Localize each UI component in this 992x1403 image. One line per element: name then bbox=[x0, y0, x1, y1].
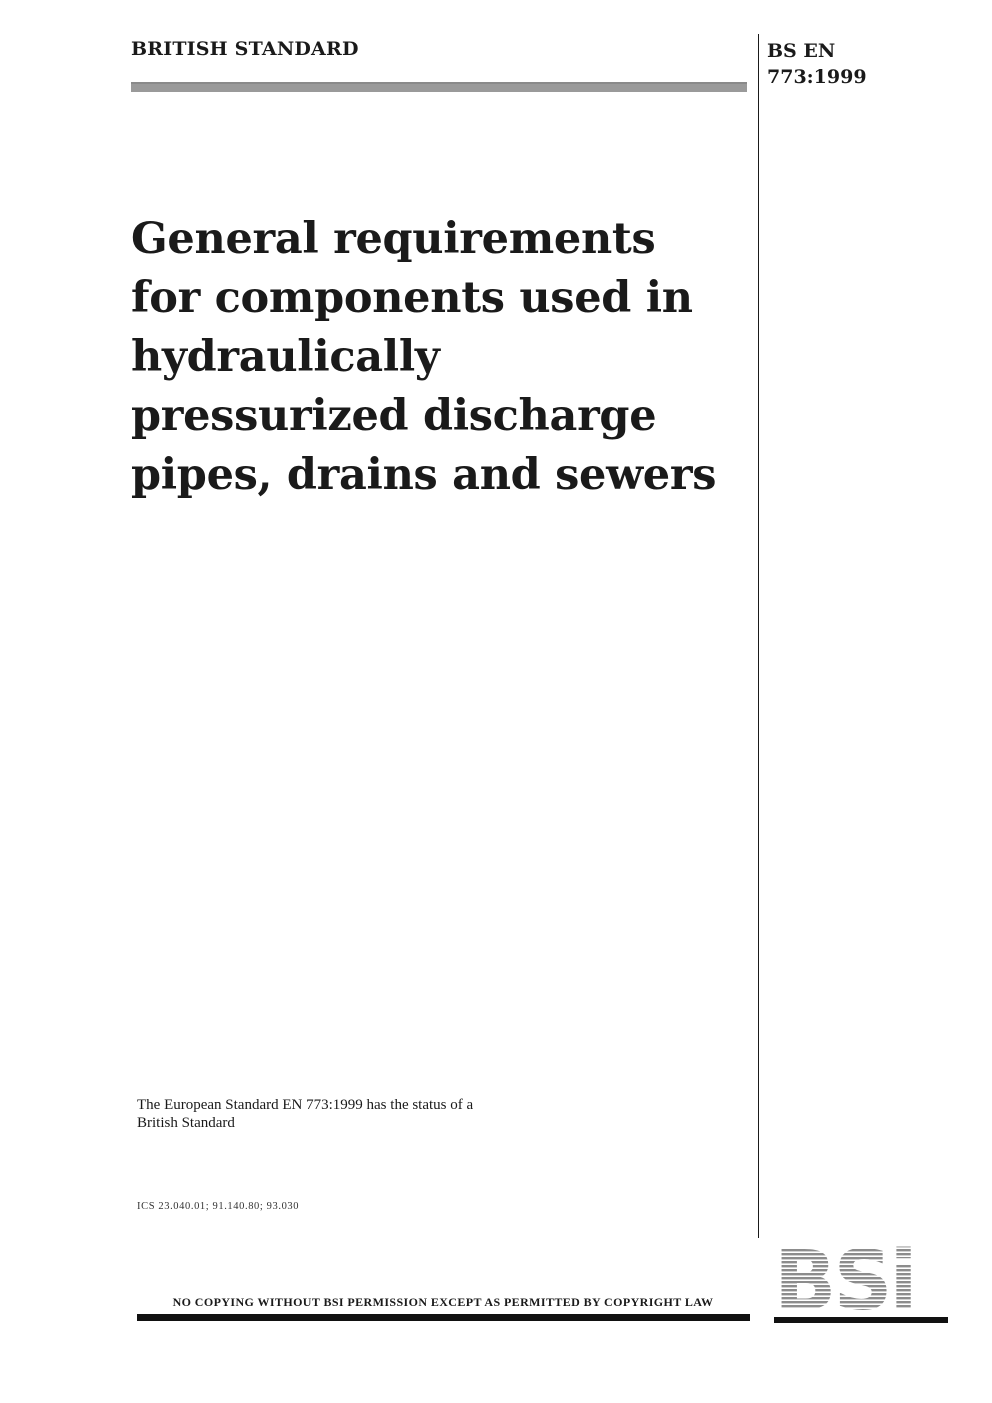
bsi-logo-icon bbox=[774, 1245, 948, 1323]
ics-codes: ICS 23.040.01; 91.140.80; 93.030 bbox=[137, 1201, 300, 1212]
vertical-divider bbox=[758, 34, 759, 1238]
standard-series-label: BRITISH STANDARD bbox=[131, 38, 359, 60]
document-number-line-2: 773:1999 bbox=[767, 66, 867, 88]
document-number bbox=[767, 38, 877, 90]
header-rule bbox=[131, 82, 747, 92]
title-line: pressurized discharge bbox=[131, 391, 657, 441]
title-line: pipes, drains and sewers bbox=[131, 450, 717, 500]
status-note bbox=[137, 1096, 557, 1132]
copyright-notice: NO COPYING WITHOUT BSI PERMISSION EXCEPT AS PERMITTED BY COPYRIGHT LAW bbox=[172, 1295, 714, 1309]
footer-rule bbox=[137, 1314, 750, 1321]
status-note-line-2: British Standard bbox=[137, 1115, 235, 1131]
status-note-line-1: The European Standard EN 773:1999 has the status of a bbox=[137, 1097, 474, 1113]
document-number-line-1: BS EN bbox=[767, 40, 836, 62]
document-title bbox=[131, 210, 741, 505]
title-line: General requirements bbox=[131, 214, 656, 264]
title-line: hydraulically bbox=[131, 332, 440, 382]
title-line: for components used in bbox=[131, 273, 693, 323]
